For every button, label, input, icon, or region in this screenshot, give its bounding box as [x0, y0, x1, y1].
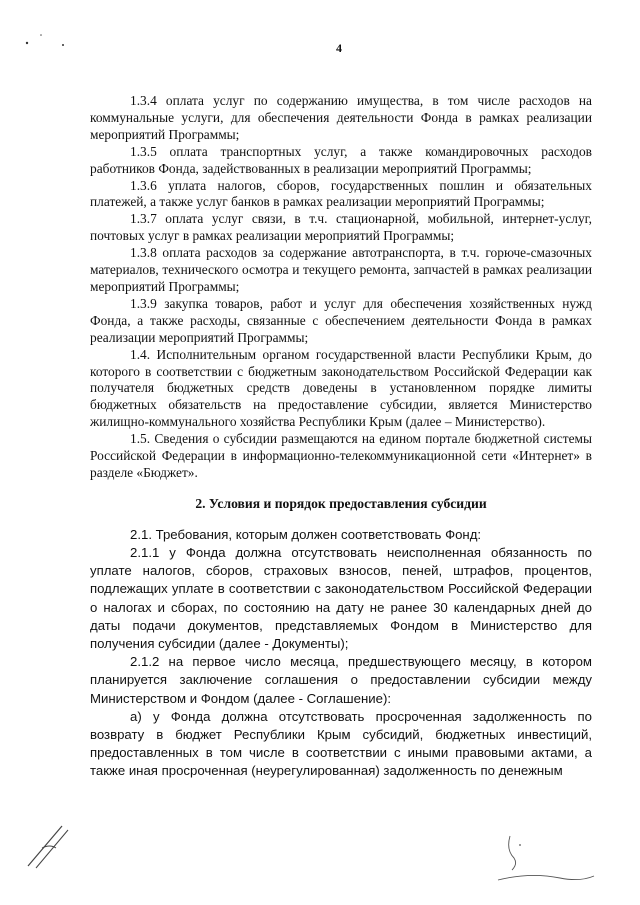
paragraph-1-3-7: 1.3.7 оплата услуг связи, в т.ч. стационарной, мобильной, интернет-услуг, почтовых услуг в рамках реализации мероприятий Программы; [90, 211, 592, 244]
paragraph-1-3-9: 1.3.9 закупка товаров, работ и услуг для обеспечения хозяйственных нужд Фонда, а также расходы, связанные с обеспечением деятельности Фонда в рамках реализации мероприятий Программы; [90, 295, 592, 345]
document-body [90, 93, 592, 781]
paragraph-2-1-2: 2.1.2 на первое число месяца, предшествующего месяцу, в котором планируется заключение соглашения о предоставлении субсидии между Министерством и Фондом (далее - Соглашение): [90, 654, 592, 706]
section-2-heading: 2. Условия и порядок предоставления субсидии [195, 495, 487, 511]
paragraph-1-3-6: 1.3.6 уплата налогов, сборов, государственных пошлин и обязательных платежей, а также услуг банков в рамках реализации мероприятий Программы; [90, 177, 592, 210]
paragraph-2-1-1: 2.1.1 у Фонда должна отсутствовать неисполненная обязанность по уплате налогов, сборов, страховых взносов, пеней, штрафов, процентов, подлежащих уплате в соответствии с законодательством Российской Федерации о налогах и сборах, по состоянию на дату не ранее 30 календарных дней до даты подачи документов, представляемых Фондом в Министерство для получения субсидии (далее - Документы); [90, 544, 592, 651]
signature-mark-left [22, 818, 72, 873]
paragraph-1-4: 1.4. Исполнительным органом государственной власти Республики Крым, до которого в соответствии с бюджетным законодательством Российской Федерации как получателя бюджетных средств доведены в установленном порядке лимиты бюджетных обязательств на предоставление субсидии, является Министерство жилищно-коммунального хозяйства Республики Крым (далее – Министерство). [90, 346, 592, 430]
page-number: 4 [336, 41, 342, 55]
paragraph-1-3-8: 1.3.8 оплата расходов за содержание автотранспорта, в т.ч. горюче-смазочных материалов, технического осмотра и текущего ремонта, запчастей в рамках реализации мероприятий Программы; [90, 245, 592, 294]
paragraph-2-1: 2.1. Требования, которым должен соответствовать Фонд: [130, 526, 482, 542]
paragraph-1-3-4: 1.3.4 оплата услуг по содержанию имущества, в том числе расходов на коммунальные услуги, для обеспечения деятельности Фонда в рамках реализации мероприятий Программы; [90, 93, 592, 142]
paragraph-1-3-5: 1.3.5 оплата транспортных услуг, а также командировочных расходов работников Фонда, задействованных в реализации мероприятий Программы; [90, 143, 592, 176]
paragraph-1-5: 1.5. Сведения о субсидии размещаются на едином портале бюджетной системы Российской Федерации в информационно-телекоммуникационной сети «Интернет» в разделе «Бюджет». [90, 431, 592, 480]
signature-mark-right [490, 830, 600, 890]
paragraph-2-1-2-a: а) у Фонда должна отсутствовать просроченная задолженность по возврату в бюджет Республики Крым субсидий, бюджетных инвестиций, предоставленных в том числе в соответствии с иными правовыми актами, а также иная просроченная (неурегулированная) задолженность по денежным [90, 708, 592, 779]
